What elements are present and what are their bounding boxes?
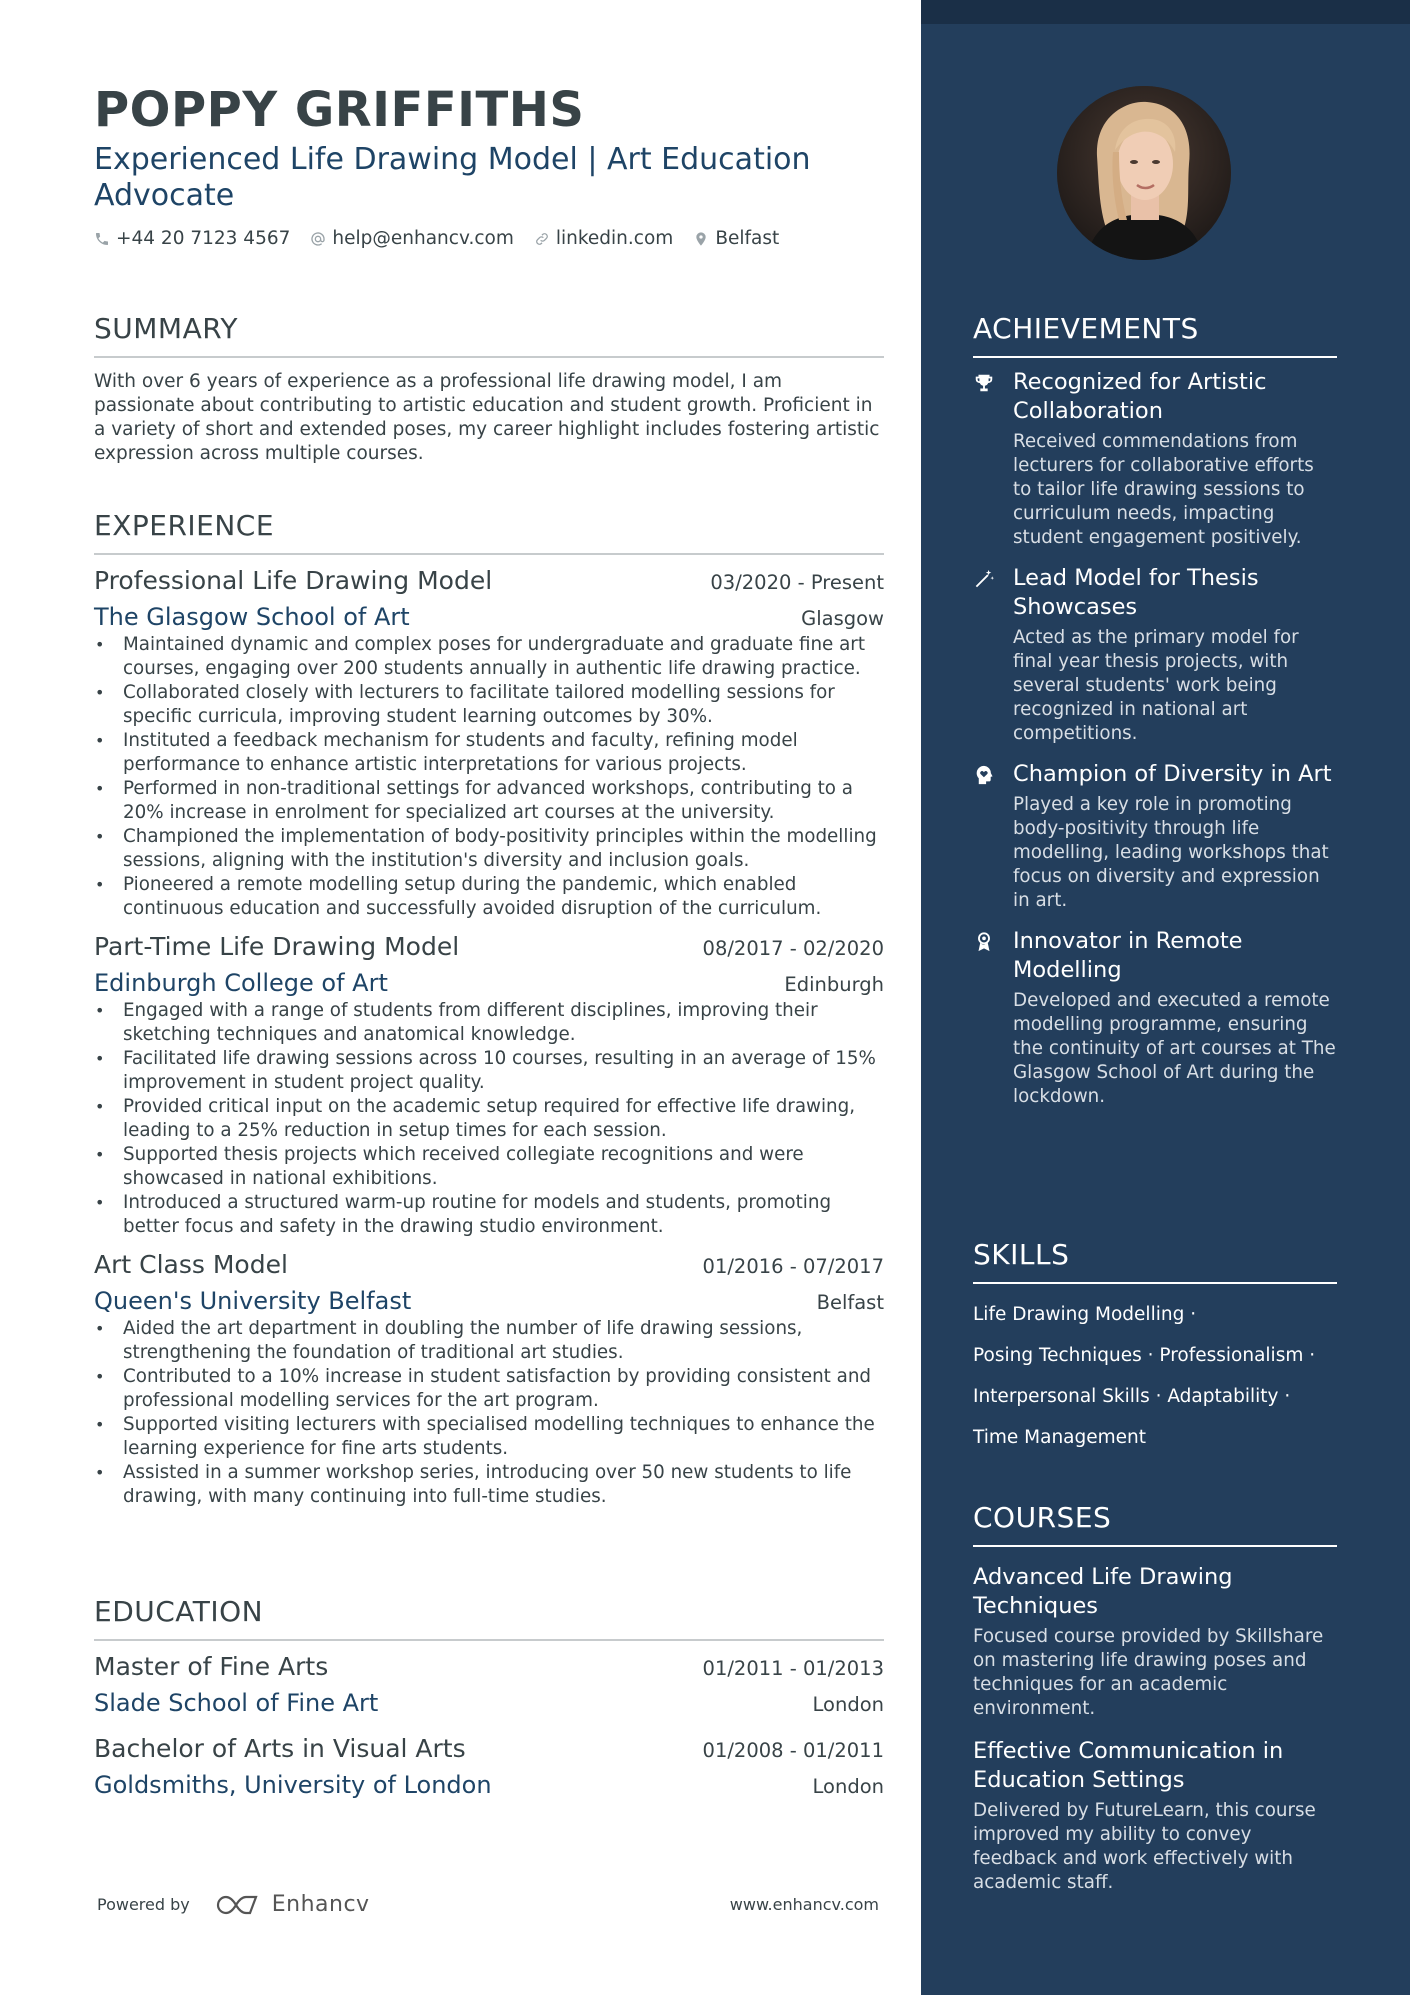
course-item xyxy=(973,1563,1337,1721)
achievement-item xyxy=(973,760,1337,913)
education-date: 01/2011 - 01/2013 xyxy=(702,1657,884,1680)
job-title: Professional Life Drawing Model xyxy=(94,566,493,595)
job-list xyxy=(94,563,884,1509)
job-title: Part-Time Life Drawing Model xyxy=(94,932,460,961)
degree-name: Bachelor of Arts in Visual Arts xyxy=(94,1734,466,1763)
bullet-item: • Collaborated closely with lecturers to facilitate tailored modelling sessions for specific curricula, improving student learning outcomes by 30%. xyxy=(94,681,884,729)
contact-bar xyxy=(94,228,884,249)
brand-name: Enhancv xyxy=(271,1892,370,1917)
avatar xyxy=(1057,86,1231,260)
contact-phone[interactable] xyxy=(94,228,290,249)
achievement-desc: Played a key role in promoting body-positivity through life modelling, leading workshops that focus on diversity and expression in art. xyxy=(1013,794,1329,911)
achievement-title: Innovator in Remote Modelling xyxy=(1013,928,1243,983)
job-title-row xyxy=(94,1247,884,1283)
company-row xyxy=(94,601,884,633)
magic-wand-icon xyxy=(973,568,995,590)
course-title: Advanced Life Drawing Techniques xyxy=(973,1564,1233,1619)
skill-list xyxy=(973,1294,1337,1458)
contact-email[interactable] xyxy=(310,228,513,249)
course-title: Effective Communication in Education Settings xyxy=(973,1738,1284,1793)
email-text: help@enhancv.com xyxy=(332,228,514,249)
school-row xyxy=(94,1687,884,1719)
achievement-list xyxy=(973,368,1337,1109)
phone-text: +44 20 7123 4567 xyxy=(116,228,291,249)
job-location: Glasgow xyxy=(801,607,884,630)
section-divider xyxy=(94,1639,884,1641)
achievement-icon-wrap xyxy=(973,927,1013,1109)
achievement-icon-wrap xyxy=(973,368,1013,550)
location-text: Belfast xyxy=(715,228,780,249)
achievements-title: ACHIEVEMENTS xyxy=(973,312,1199,345)
company-row xyxy=(94,967,884,999)
skills-section xyxy=(973,1238,1337,1458)
achievement-icon-wrap xyxy=(973,564,1013,746)
job-bullets xyxy=(94,999,884,1239)
job-date: 03/2020 - Present xyxy=(710,571,884,594)
achievement-body xyxy=(1013,564,1337,746)
job-date: 01/2016 - 07/2017 xyxy=(702,1255,884,1278)
section-divider xyxy=(94,356,884,358)
company-row xyxy=(94,1285,884,1317)
degree-row xyxy=(94,1731,884,1767)
enhancv-logo-icon xyxy=(216,1894,262,1916)
trophy-icon xyxy=(973,372,995,394)
job-entry xyxy=(94,929,884,1239)
job-title-row xyxy=(94,929,884,965)
job-bullets xyxy=(94,633,884,921)
job-entry xyxy=(94,1247,884,1509)
bullet-item: • Pioneered a remote modelling setup during the pandemic, which enabled continuous education and successfully avoided disruption of the curriculum. xyxy=(94,873,884,921)
degree-name: Master of Fine Arts xyxy=(94,1652,329,1681)
course-list xyxy=(973,1563,1337,1895)
head-heart-icon xyxy=(973,764,995,786)
school-name: Slade School of Fine Art xyxy=(94,1689,379,1717)
achievement-body xyxy=(1013,368,1337,550)
achievement-item xyxy=(973,564,1337,746)
skill-line: Time Management xyxy=(973,1427,1147,1448)
achievement-icon-wrap xyxy=(973,760,1013,913)
sidebar xyxy=(921,0,1410,1995)
courses-section xyxy=(973,1501,1337,1895)
school-name: Goldsmiths, University of London xyxy=(94,1771,492,1799)
link-text: linkedin.com xyxy=(555,228,674,249)
contact-link[interactable] xyxy=(534,228,673,249)
bullet-item: • Contributed to a 10% increase in student satisfaction by providing consistent and professional modelling services for the art program. xyxy=(94,1365,884,1413)
achievement-desc: Received commendations from lecturers for collaborative efforts to tailor life drawing sessions to curriculum needs, impacting student engagement positively. xyxy=(1013,431,1314,548)
bullet-item: • Assisted in a summer workshop series, introducing over 50 new students to life drawing, with many continuing into full-time studies. xyxy=(94,1461,884,1509)
job-location: Belfast xyxy=(816,1291,884,1314)
achievement-body xyxy=(1013,927,1337,1109)
skill-line: Posing Techniques · Professionalism · xyxy=(973,1345,1316,1366)
school-location: London xyxy=(812,1693,884,1716)
powered-by xyxy=(97,1892,370,1917)
school-location: London xyxy=(812,1775,884,1798)
portrait-photo xyxy=(1057,86,1231,260)
job-entry xyxy=(94,563,884,921)
achievement-item xyxy=(973,368,1337,550)
bullet-item: • Championed the implementation of body-positivity principles within the modelling sessions, aligning with the institution's diversity and inclusion goals. xyxy=(94,825,884,873)
experience-title: EXPERIENCE xyxy=(94,509,275,542)
skill-line: Life Drawing Modelling · xyxy=(973,1304,1197,1325)
phone-icon xyxy=(94,231,110,247)
resume-header xyxy=(94,80,884,249)
powered-by-label: Powered by xyxy=(97,1895,190,1914)
achievement-item xyxy=(973,927,1337,1109)
education-entry xyxy=(94,1649,884,1719)
degree-row xyxy=(94,1649,884,1685)
achievement-desc: Acted as the primary model for final year thesis projects, with several students' work being recognized in national art competitions. xyxy=(1013,627,1299,744)
bullet-item: • Facilitated life drawing sessions across 10 courses, resulting in an average of 15% improvement in student project quality. xyxy=(94,1047,884,1095)
education-entry xyxy=(94,1731,884,1801)
at-icon xyxy=(310,231,326,247)
school-row xyxy=(94,1769,884,1801)
bullet-item: • Provided critical input on the academic setup required for effective life drawing, leading to a 25% reduction in setup times for each session. xyxy=(94,1095,884,1143)
bullet-item: • Aided the art department in doubling the number of life drawing sessions, strengthening the foundation of traditional art studies. xyxy=(94,1317,884,1365)
achievements-section xyxy=(973,312,1337,1109)
summary-text: With over 6 years of experience as a professional life drawing model, I am passionate about contributing to artistic education and student growth. Proficient in a variety of short and extended poses, my career highlight includes fostering artistic expression across multiple courses. xyxy=(94,371,880,464)
award-ribbon-icon xyxy=(973,931,995,953)
website-link[interactable]: www.enhancv.com xyxy=(729,1895,879,1914)
job-bullets xyxy=(94,1317,884,1509)
bullet-item: • Supported thesis projects which received collegiate recognitions and were showcased in national exhibitions. xyxy=(94,1143,884,1191)
company-name: Queen's University Belfast xyxy=(94,1287,412,1315)
bullet-item: • Instituted a feedback mechanism for students and faculty, refining model performance to enhance artistic interpretations for various projects. xyxy=(94,729,884,777)
section-divider xyxy=(94,553,884,555)
candidate-name: POPPY GRIFFITHS xyxy=(94,82,585,138)
education-list xyxy=(94,1649,884,1801)
achievement-title: Lead Model for Thesis Showcases xyxy=(1013,565,1259,620)
company-name: The Glasgow School of Art xyxy=(94,603,410,631)
bullet-item: • Performed in non-traditional settings for advanced workshops, contributing to a 20% increase in enrolment for specialized art courses at the university. xyxy=(94,777,884,825)
sidebar-top-band xyxy=(921,0,1410,24)
education-date: 01/2008 - 01/2011 xyxy=(702,1739,884,1762)
bullet-item: • Supported visiting lecturers with specialised modelling techniques to enhance the learning experience for fine arts students. xyxy=(94,1413,884,1461)
summary-title: SUMMARY xyxy=(94,312,239,345)
courses-title: COURSES xyxy=(973,1501,1112,1534)
job-date: 08/2017 - 02/2020 xyxy=(702,937,884,960)
course-desc: Focused course provided by Skillshare on mastering life drawing poses and techniques for an academic environment. xyxy=(973,1626,1324,1719)
bullet-item: • Engaged with a range of students from different disciplines, improving their sketching techniques and anatomical knowledge. xyxy=(94,999,884,1047)
location-pin-icon xyxy=(693,231,709,247)
company-name: Edinburgh College of Art xyxy=(94,969,388,997)
contact-location xyxy=(693,228,779,249)
job-title-row xyxy=(94,563,884,599)
summary-section xyxy=(94,312,884,466)
job-location: Edinburgh xyxy=(784,973,884,996)
footer xyxy=(97,1892,879,1917)
brand-logo[interactable] xyxy=(216,1892,370,1917)
achievement-body xyxy=(1013,760,1337,913)
education-title: EDUCATION xyxy=(94,1595,264,1628)
bullet-item: • Maintained dynamic and complex poses for undergraduate and graduate fine art courses, engaging over 200 students annually in authentic life drawing practice. xyxy=(94,633,884,681)
skills-title: SKILLS xyxy=(973,1238,1070,1271)
job-title: Art Class Model xyxy=(94,1250,288,1279)
achievement-title: Champion of Diversity in Art xyxy=(1013,761,1332,787)
education-section xyxy=(94,1595,884,1801)
achievement-title: Recognized for Artistic Collaboration xyxy=(1013,369,1267,424)
section-divider xyxy=(973,356,1337,358)
bullet-item: • Introduced a structured warm-up routine for models and students, promoting better focus and safety in the drawing studio environment. xyxy=(94,1191,884,1239)
candidate-headline: Experienced Life Drawing Model | Art Education Advocate xyxy=(94,142,811,213)
section-divider xyxy=(973,1545,1337,1547)
achievement-desc: Developed and executed a remote modelling programme, ensuring the continuity of art courses at The Glasgow School of Art during the lockdown. xyxy=(1013,990,1336,1107)
skill-line: Interpersonal Skills · Adaptability · xyxy=(973,1386,1291,1407)
course-desc: Delivered by FutureLearn, this course improved my ability to convey feedback and work effectively with academic staff. xyxy=(973,1800,1316,1893)
experience-section xyxy=(94,509,884,1509)
section-divider xyxy=(973,1282,1337,1284)
course-item xyxy=(973,1737,1337,1895)
link-icon xyxy=(534,231,550,247)
